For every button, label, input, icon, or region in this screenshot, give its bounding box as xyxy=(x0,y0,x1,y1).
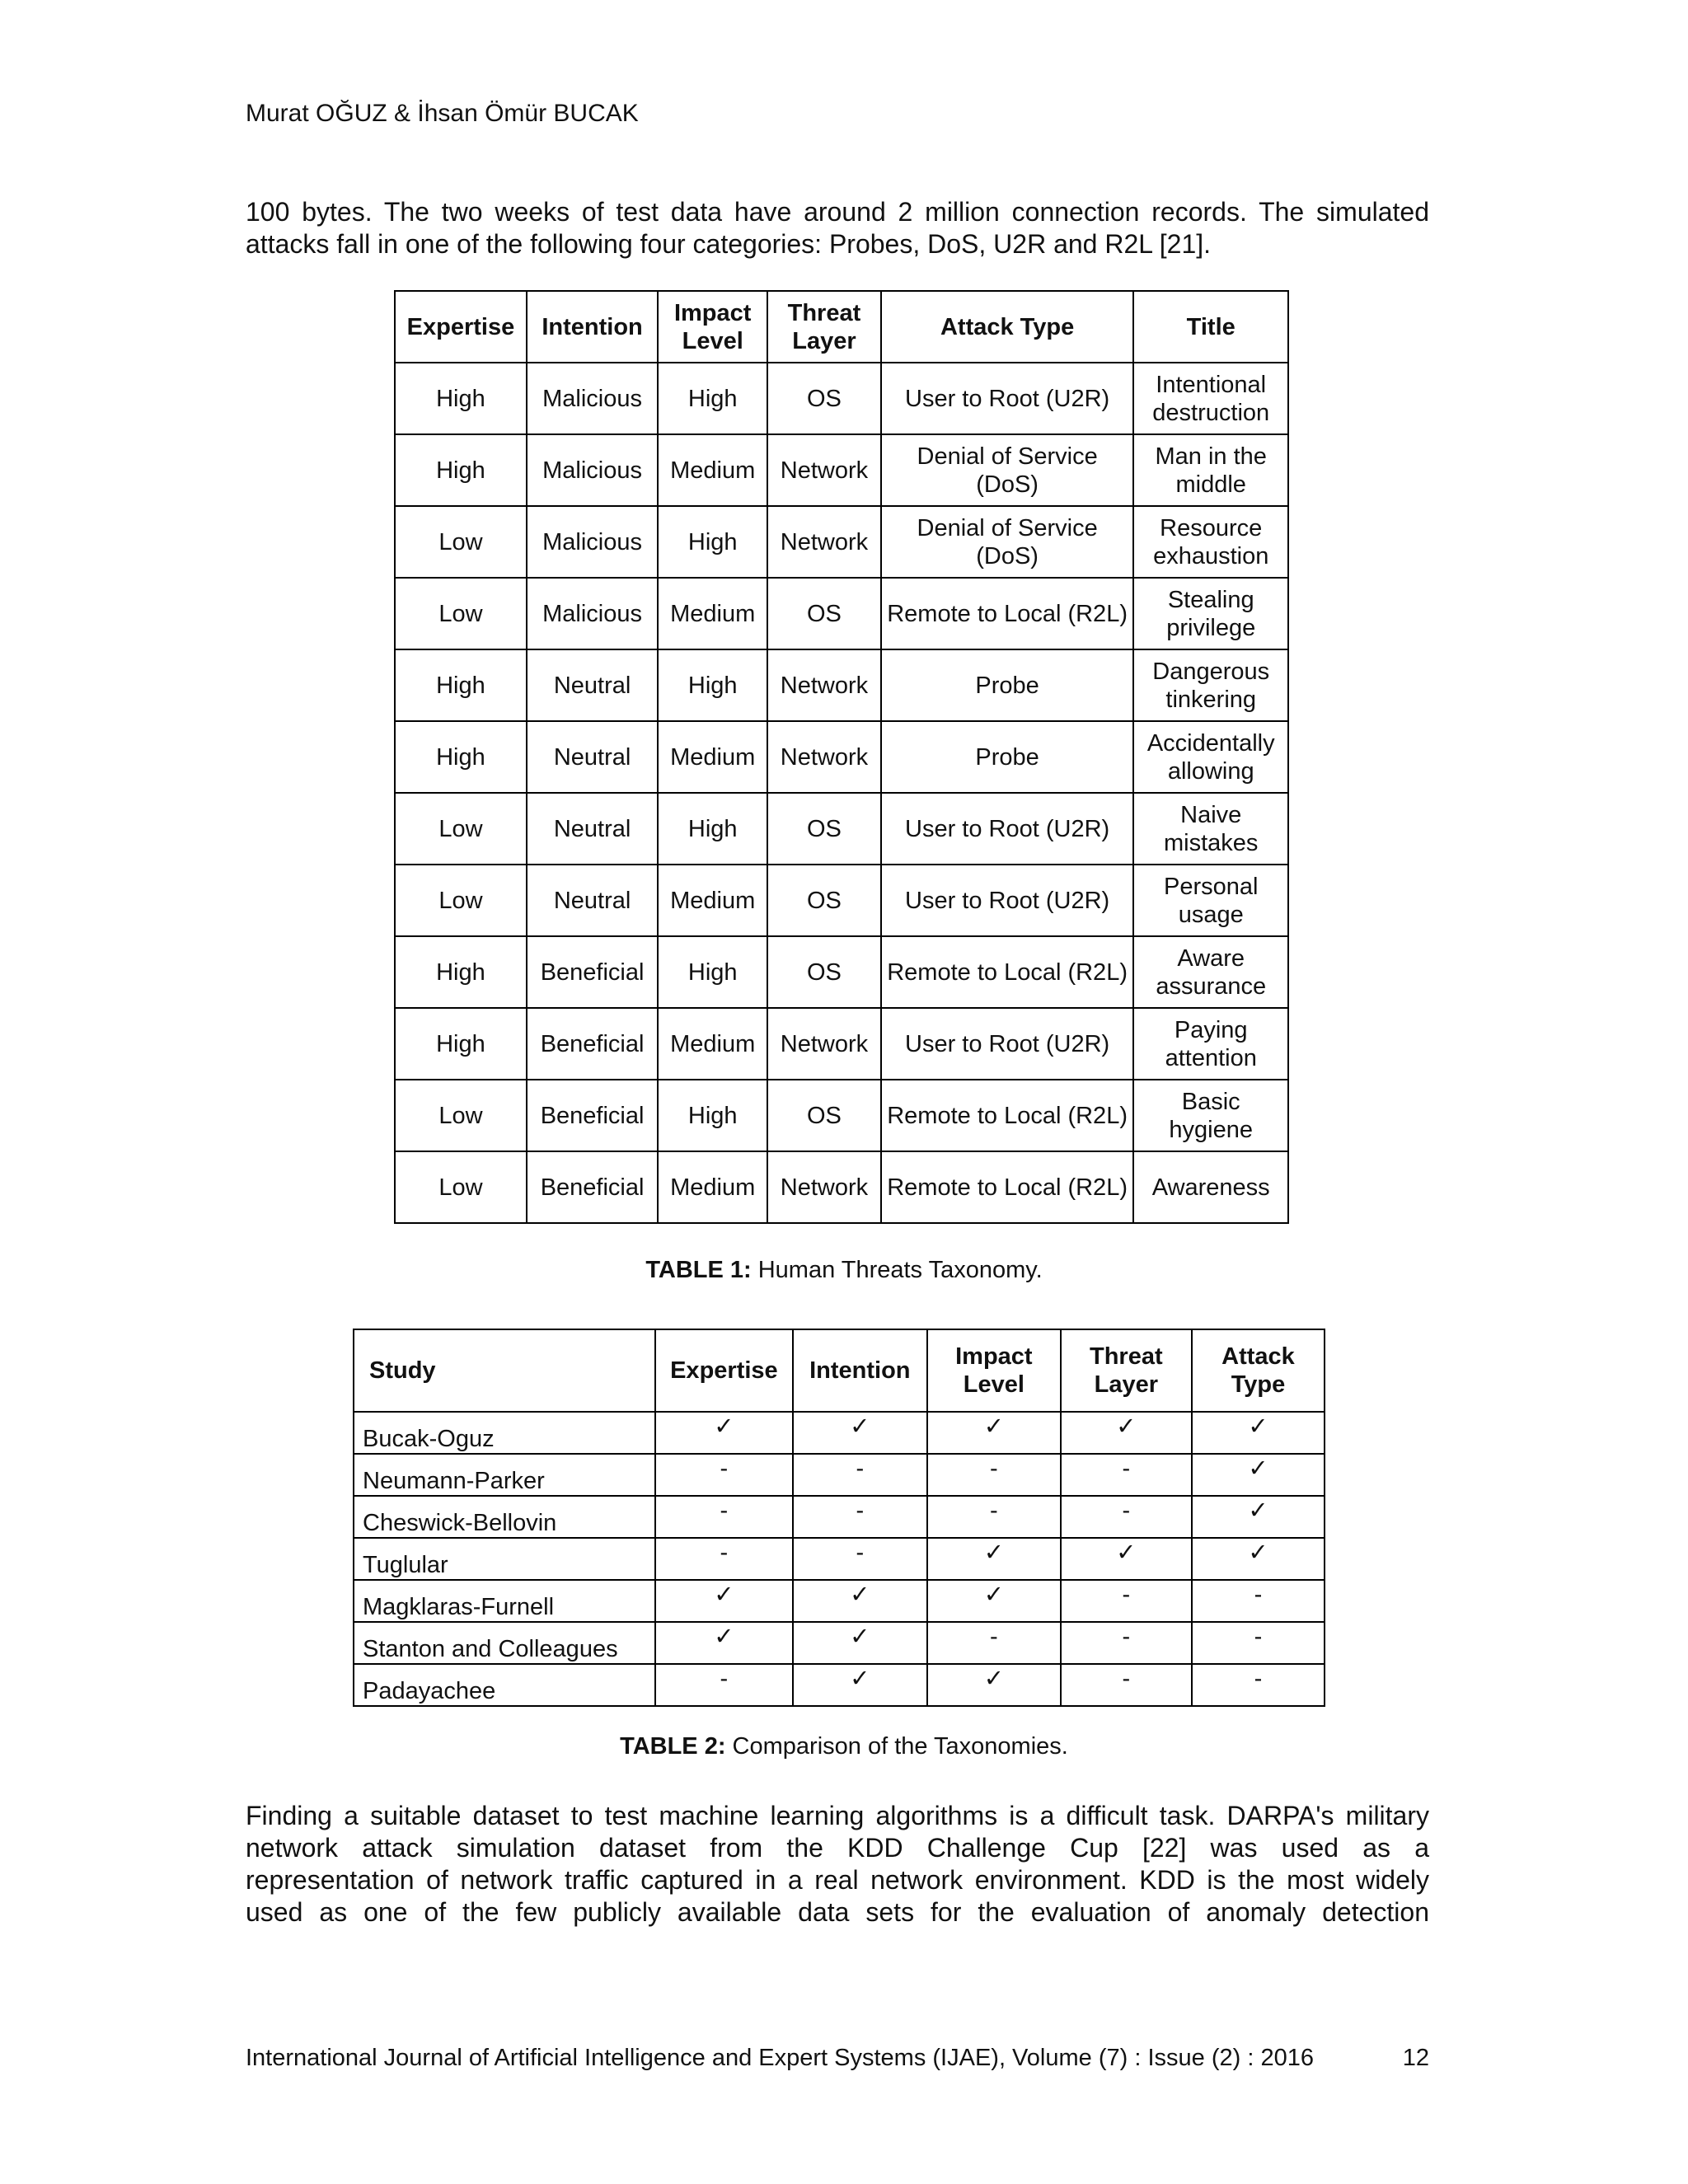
table1-cell: OS xyxy=(767,936,881,1008)
table2-cell: - xyxy=(927,1622,1061,1664)
table1-cell: Network xyxy=(767,649,881,721)
table2-cell: Bucak-Oguz xyxy=(354,1412,655,1454)
intro-line: attacks fall in one of the following four categories: Probes, DoS, U2R and R2L [21]. xyxy=(246,229,1212,259)
table1-header-cell: Threat Layer xyxy=(767,291,881,363)
table1-cell: Low xyxy=(395,1080,527,1151)
taxonomy-comparison-table xyxy=(353,1329,1325,1707)
table2-header-row xyxy=(354,1329,1325,1412)
table1-row xyxy=(395,1008,1288,1080)
table2-header-cell: Attack Type xyxy=(1192,1329,1325,1412)
table2-cell: - xyxy=(1192,1664,1325,1706)
table2-cell: - xyxy=(1061,1664,1192,1706)
table1-cell: Remote to Local (R2L) xyxy=(881,936,1134,1008)
table1-row xyxy=(395,721,1288,793)
table1-row xyxy=(395,793,1288,865)
table2-row xyxy=(354,1664,1325,1706)
table2-cell: ✓ xyxy=(1192,1454,1325,1496)
table1-cell: High xyxy=(658,506,767,578)
body-line: network attack simulation dataset from the KDD Challenge Cup [22] was used as a xyxy=(246,1833,1429,1863)
table1-cell: Dangerous tinkering xyxy=(1133,649,1288,721)
table1-cell: OS xyxy=(767,363,881,434)
table1-cell: Beneficial xyxy=(527,1151,658,1223)
table1-cell: Malicious xyxy=(527,434,658,506)
table1-cell: Remote to Local (R2L) xyxy=(881,578,1134,649)
table2-row xyxy=(354,1538,1325,1580)
table2-cell: - xyxy=(655,1496,792,1538)
table1-cell: Denial of Service (DoS) xyxy=(881,434,1134,506)
table1-cell: Denial of Service (DoS) xyxy=(881,506,1134,578)
table1-cell: Beneficial xyxy=(527,1008,658,1080)
table1-header-row xyxy=(395,291,1288,363)
table2-caption-text: Comparison of the Taxonomies. xyxy=(725,1733,1068,1760)
table1-cell: User to Root (U2R) xyxy=(881,865,1134,936)
table1-cell: Medium xyxy=(658,721,767,793)
table1-row xyxy=(395,1080,1288,1151)
table1-cell: Network xyxy=(767,1151,881,1223)
table1-cell: High xyxy=(395,721,527,793)
table1-cell: Beneficial xyxy=(527,1080,658,1151)
table1-cell: Network xyxy=(767,506,881,578)
table1-cell: Beneficial xyxy=(527,936,658,1008)
table1-row xyxy=(395,865,1288,936)
running-header: Murat OĞUZ & İhsan Ömür BUCAK xyxy=(246,100,639,127)
table1-caption-label: TABLE 1: xyxy=(645,1257,752,1283)
body-paragraph xyxy=(246,1800,1429,1929)
table1-header-cell: Intention xyxy=(527,291,658,363)
table1-cell: Neutral xyxy=(527,793,658,865)
table1-cell: Neutral xyxy=(527,865,658,936)
body-line: representation of network traffic captured in a real network environment. KDD is the most widely xyxy=(246,1865,1429,1895)
table2-cell: Cheswick-Bellovin xyxy=(354,1496,655,1538)
table1-cell: High xyxy=(658,363,767,434)
journal-citation: International Journal of Artificial Intelligence and Expert Systems (IJAE), Volume (7) : Issue (2) : 2016 xyxy=(246,2045,1314,2071)
table1-cell: Malicious xyxy=(527,578,658,649)
table1-cell: User to Root (U2R) xyxy=(881,1008,1134,1080)
table1-cell: Malicious xyxy=(527,506,658,578)
table2-cell: Neumann-Parker xyxy=(354,1454,655,1496)
table1-cell: Aware assurance xyxy=(1133,936,1288,1008)
table2-cell: - xyxy=(1061,1496,1192,1538)
table2-cell: - xyxy=(1061,1622,1192,1664)
table2-cell: ✓ xyxy=(793,1412,928,1454)
table1-cell: Stealing privilege xyxy=(1133,578,1288,649)
body-line: Finding a suitable dataset to test machine learning algorithms is a difficult task. DARPA's military xyxy=(246,1801,1429,1830)
table1-cell: Neutral xyxy=(527,649,658,721)
table1-cell: Resource exhaustion xyxy=(1133,506,1288,578)
table1-cell: Probe xyxy=(881,721,1134,793)
table1-cell: Paying attention xyxy=(1133,1008,1288,1080)
table1-cell: Low xyxy=(395,1151,527,1223)
table2-cell: Tuglular xyxy=(354,1538,655,1580)
table2-row xyxy=(354,1622,1325,1664)
table1-cell: Low xyxy=(395,506,527,578)
table2-header-cell: Impact Level xyxy=(927,1329,1061,1412)
table1-header-cell: Expertise xyxy=(395,291,527,363)
table1-row xyxy=(395,649,1288,721)
table1-row xyxy=(395,506,1288,578)
table1-caption xyxy=(0,1256,1688,1284)
table2-header-cell: Expertise xyxy=(655,1329,792,1412)
table1-cell: Low xyxy=(395,793,527,865)
table2-cell: - xyxy=(655,1538,792,1580)
table1-cell: OS xyxy=(767,1080,881,1151)
table1-cell: High xyxy=(395,363,527,434)
table1-cell: High xyxy=(658,793,767,865)
table2-cell: - xyxy=(927,1496,1061,1538)
table1-cell: Medium xyxy=(658,1151,767,1223)
table2-cell: - xyxy=(1061,1454,1192,1496)
table2-cell: ✓ xyxy=(793,1622,928,1664)
table2-cell: ✓ xyxy=(1192,1538,1325,1580)
table2-cell: - xyxy=(793,1538,928,1580)
table1-cell: Naive mistakes xyxy=(1133,793,1288,865)
table2-row xyxy=(354,1496,1325,1538)
table1-row xyxy=(395,363,1288,434)
table1-header-cell: Title xyxy=(1133,291,1288,363)
table1-cell: High xyxy=(658,936,767,1008)
table1-cell: User to Root (U2R) xyxy=(881,793,1134,865)
table2-cell: - xyxy=(1192,1580,1325,1622)
table2-cell: ✓ xyxy=(927,1538,1061,1580)
table2-cell: - xyxy=(655,1664,792,1706)
table1-cell: Intentional destruction xyxy=(1133,363,1288,434)
table1-row xyxy=(395,434,1288,506)
table2-cell: ✓ xyxy=(1192,1496,1325,1538)
table2-cell: ✓ xyxy=(927,1664,1061,1706)
table1-cell: Network xyxy=(767,721,881,793)
table2-cell: - xyxy=(1061,1580,1192,1622)
table2-cell: - xyxy=(793,1454,928,1496)
table1-cell: Medium xyxy=(658,434,767,506)
table2-cell: - xyxy=(927,1454,1061,1496)
table2-cell: Padayachee xyxy=(354,1664,655,1706)
table2-caption-label: TABLE 2: xyxy=(620,1733,726,1760)
table1-cell: OS xyxy=(767,865,881,936)
table1-cell: OS xyxy=(767,793,881,865)
table1-cell: Remote to Local (R2L) xyxy=(881,1080,1134,1151)
page-footer xyxy=(246,2044,1429,2072)
table1-row xyxy=(395,936,1288,1008)
table1-cell: Network xyxy=(767,434,881,506)
table1-cell: Man in the middle xyxy=(1133,434,1288,506)
table2-cell: ✓ xyxy=(1061,1412,1192,1454)
table1-row xyxy=(395,1151,1288,1223)
body-line: used as one of the few publicly available data sets for the evaluation of anomaly detection xyxy=(246,1897,1429,1927)
table2-cell: ✓ xyxy=(1061,1538,1192,1580)
table1-cell: Medium xyxy=(658,1008,767,1080)
table1-row xyxy=(395,578,1288,649)
table1-cell: High xyxy=(658,649,767,721)
table1-header-cell: Attack Type xyxy=(881,291,1134,363)
page-number: 12 xyxy=(1402,2045,1429,2071)
table1-cell: Probe xyxy=(881,649,1134,721)
table2-cell: - xyxy=(1192,1622,1325,1664)
table2-cell: ✓ xyxy=(1192,1412,1325,1454)
table1-cell: User to Root (U2R) xyxy=(881,363,1134,434)
table1-cell: Accidentally allowing xyxy=(1133,721,1288,793)
table1-cell: High xyxy=(658,1080,767,1151)
table1-cell: Neutral xyxy=(527,721,658,793)
table2-row xyxy=(354,1580,1325,1622)
table1-cell: Low xyxy=(395,578,527,649)
table2-cell: - xyxy=(793,1496,928,1538)
table2-cell: ✓ xyxy=(793,1664,928,1706)
table1-cell: Low xyxy=(395,865,527,936)
table2-header-cell: Intention xyxy=(793,1329,928,1412)
table1-header-cell: Impact Level xyxy=(658,291,767,363)
table2-row xyxy=(354,1454,1325,1496)
table1-cell: High xyxy=(395,434,527,506)
table1-cell: Awareness xyxy=(1133,1151,1288,1223)
table1-cell: Network xyxy=(767,1008,881,1080)
human-threats-taxonomy-table xyxy=(394,290,1289,1224)
table2-header-cell: Study xyxy=(354,1329,655,1412)
table2-cell: ✓ xyxy=(927,1580,1061,1622)
table2-cell: - xyxy=(655,1454,792,1496)
table1-cell: High xyxy=(395,1008,527,1080)
table1-cell: Personal usage xyxy=(1133,865,1288,936)
table1-caption-text: Human Threats Taxonomy. xyxy=(751,1257,1043,1283)
table1-cell: High xyxy=(395,936,527,1008)
table1-cell: Medium xyxy=(658,578,767,649)
table2-header-cell: Threat Layer xyxy=(1061,1329,1192,1412)
table1-cell: Medium xyxy=(658,865,767,936)
table1-cell: OS xyxy=(767,578,881,649)
intro-line: 100 bytes. The two weeks of test data have around 2 million connection records. The simulated xyxy=(246,197,1429,227)
table1-cell: High xyxy=(395,649,527,721)
intro-paragraph xyxy=(246,196,1429,260)
table2-cell: Stanton and Colleagues xyxy=(354,1622,655,1664)
table1-cell: Basic hygiene xyxy=(1133,1080,1288,1151)
table2-row xyxy=(354,1412,1325,1454)
table2-cell: ✓ xyxy=(655,1580,792,1622)
table2-cell: ✓ xyxy=(655,1622,792,1664)
table2-cell: ✓ xyxy=(793,1580,928,1622)
table2-cell: Magklaras-Furnell xyxy=(354,1580,655,1622)
table2-caption xyxy=(0,1732,1688,1760)
table1-cell: Malicious xyxy=(527,363,658,434)
table2-cell: ✓ xyxy=(927,1412,1061,1454)
table2-cell: ✓ xyxy=(655,1412,792,1454)
table1-cell: Remote to Local (R2L) xyxy=(881,1151,1134,1223)
